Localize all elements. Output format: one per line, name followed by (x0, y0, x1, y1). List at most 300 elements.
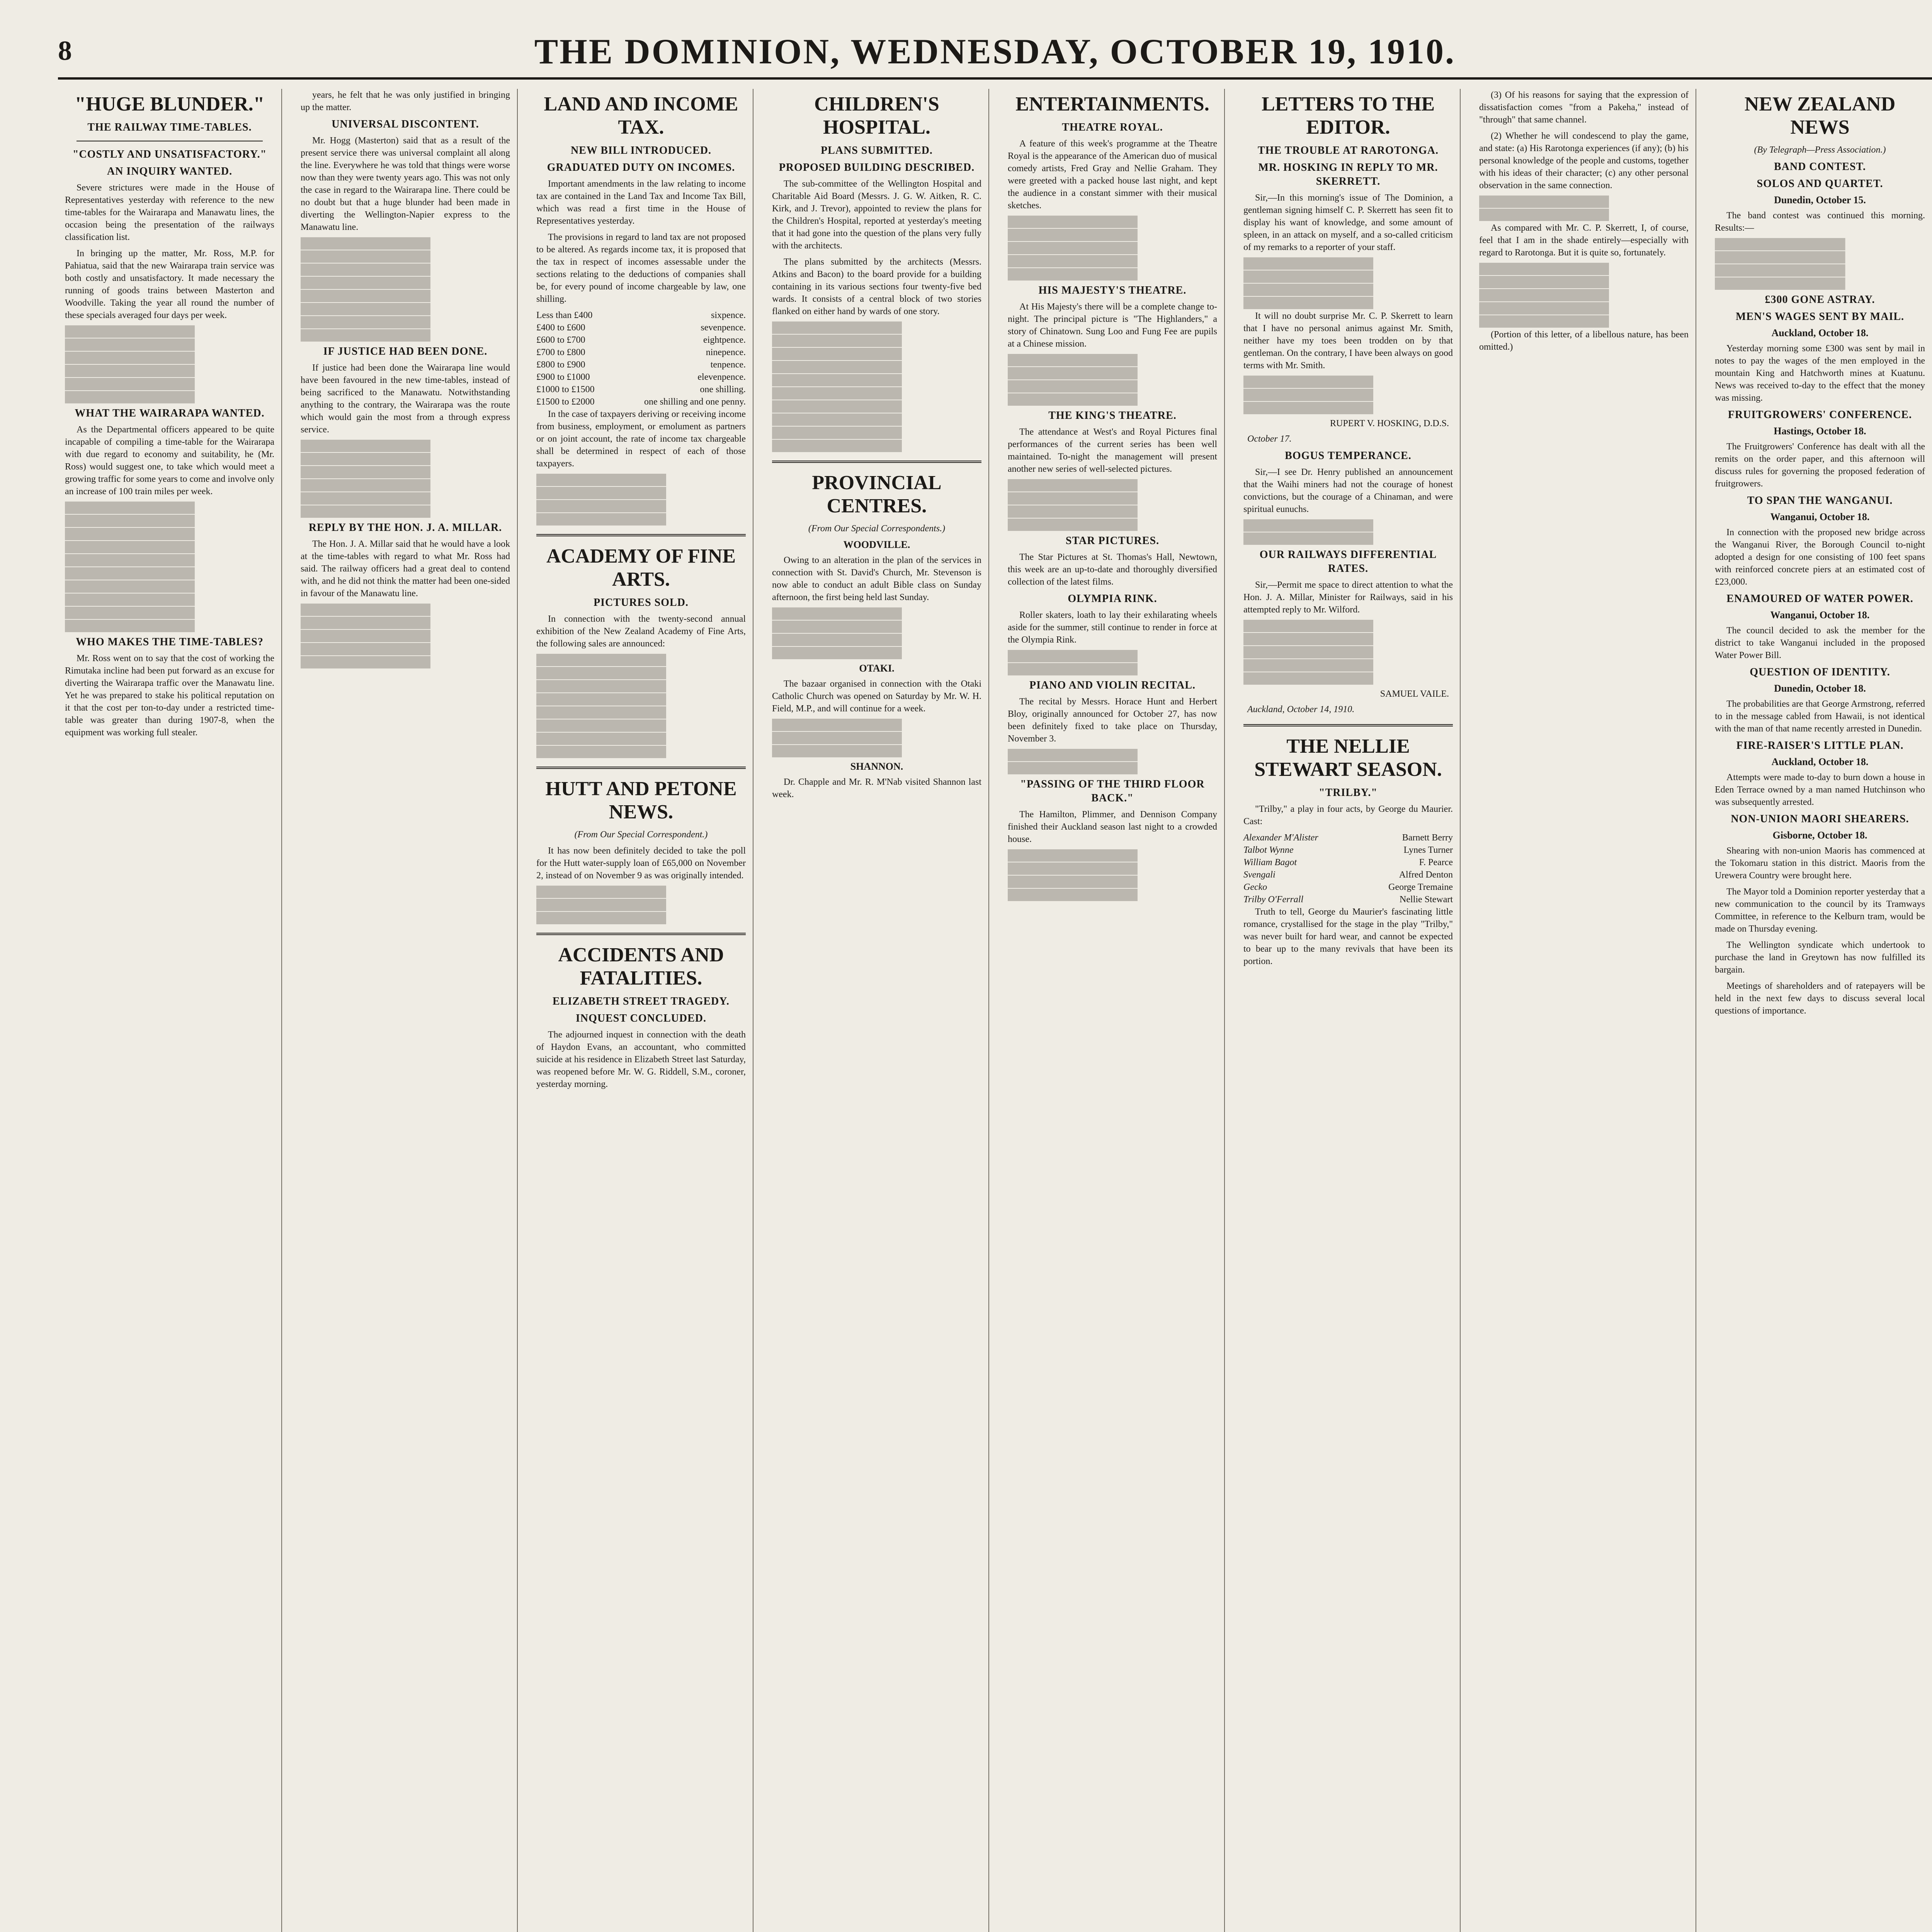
text-lines (65, 541, 274, 553)
text-lines (301, 290, 510, 302)
rate-value: sevenpence. (701, 323, 746, 333)
text-lines (536, 513, 746, 526)
cast-actor: George Tremaine (1388, 882, 1453, 892)
letter-body (1243, 192, 1453, 414)
headline-letters: LETTERS TO THE EDITOR. (1261, 93, 1435, 138)
dateline-wanganui: Wanganui, October 18. (1770, 511, 1870, 522)
subhead-elizabeth-street: ELIZABETH STREET TRAGEDY. (553, 995, 730, 1007)
paragraph: Mr. Hogg (Masterton) said that as a result of the present service there was universal complaint all along the line. Everywhere he was told that things were worse now than they were twenty years ago. This was not only the case in regard to the Wairarapa line. There could be no doubt but that a huge blunder had been made in diverting the Wellington-Napier express to the Manawatu line. (301, 136, 510, 232)
text-lines (1243, 519, 1453, 532)
text-lines (772, 374, 981, 386)
text-lines (772, 719, 981, 731)
text-lines (65, 338, 274, 351)
headline-entertainments: ENTERTAINMENTS. (1015, 93, 1209, 115)
text-lines (65, 391, 274, 403)
text-lines (301, 453, 510, 465)
rate-label: £600 to £700 (536, 335, 585, 345)
cast-role: Gecko (1243, 882, 1267, 892)
rate-label: £800 to £900 (536, 360, 585, 370)
tax-rate-row (536, 346, 746, 359)
article-body (1715, 526, 1925, 588)
text-lines (1008, 849, 1217, 862)
text-lines (1008, 367, 1217, 379)
subhead-differential-rates: OUR RAILWAYS DIFFERENTIAL RATES. (1259, 549, 1437, 575)
headline-accidents: ACCIDENTS AND FATALITIES. (558, 944, 724, 989)
text-lines (65, 580, 274, 593)
text-lines (65, 352, 274, 364)
paragraph: Meetings of shareholders and of ratepayers will be held in the next few days to discuss several local questions of importance. (1715, 981, 1925, 1016)
section-divider (772, 461, 981, 463)
dateline-woodville: WOODVILLE. (843, 539, 910, 550)
paragraph: The bazaar organised in connection with the Otaki Catholic Church was opened on Saturday by Mr. W. H. Field, M.P., and will continue for a week. (772, 679, 981, 714)
text-lines (772, 321, 981, 334)
press-association-credit: (By Telegraph—Press Association.) (1754, 145, 1886, 155)
tax-rate-row (536, 396, 746, 408)
rate-value: tenpence. (710, 360, 746, 370)
subhead-rarotonga: THE TROUBLE AT RAROTONGA. (1258, 145, 1439, 156)
article-body (536, 1029, 746, 1090)
paragraph: Severe strictures were made in the House of Representatives yesterday with reference to the new time-tables for the Wairarapa and Manawatu lines, the occasion being the presentation of the railways classification list. (65, 183, 274, 242)
text-lines (772, 440, 981, 452)
text-lines (1715, 251, 1925, 264)
text-lines (536, 733, 746, 745)
paragraph: The recital by Messrs. Horace Hunt and Herbert Bloy, originally announced for October 27, has now been definitely fixed to take place on Thursday, November 3. (1008, 697, 1217, 744)
article-body (1715, 342, 1925, 404)
text-lines (65, 620, 274, 632)
section-divider (536, 933, 746, 935)
text-lines (1008, 216, 1217, 228)
rate-label: £1500 to £2000 (536, 397, 595, 407)
text-lines (1243, 633, 1453, 645)
paragraph: The plans submitted by the architects (Messrs. Atkins and Bacon) to the board provide for a building containing in its various sections four twenty-five bed wards. It consists of a central block of two stories flanked on either hand by wards of one story. (772, 257, 981, 316)
subhead-wages-mail: MEN'S WAGES SENT BY MAIL. (1735, 311, 1905, 323)
text-lines (301, 277, 510, 289)
text-lines (65, 567, 274, 580)
column-6 (1236, 89, 1461, 1932)
cast-actor: Alfred Denton (1399, 870, 1453, 880)
subhead-third-floor-back: "PASSING OF THE THIRD FLOOR BACK." (1020, 778, 1205, 804)
paragraph: Sir,—Permit me space to direct attention to what the Hon. J. A. Millar, Minister for Railways, said in his attempted reply to Mr. Wilford. (1243, 580, 1453, 615)
text-lines (301, 264, 510, 276)
paragraph: The Wellington syndicate which undertook to purchase the land in Greytown has now fulfilled its bargain. (1715, 940, 1925, 975)
subhead-kings-theatre: THE KING'S THEATRE. (1048, 410, 1177, 422)
article-body (65, 182, 274, 739)
article-body (536, 178, 746, 526)
paragraph: The Hon. J. A. Millar said that he would have a look at the time-tables with regard to what Mr. Ross had said. The railway officers had a great deal to contend with, and he did not think the matter had been one-sided in favour of the Manawatu line. (301, 539, 510, 599)
article-body (1715, 624, 1925, 662)
subhead-piano-violin: PIANO AND VIOLIN RECITAL. (1029, 679, 1196, 691)
tax-rate-list (536, 309, 746, 408)
subhead-olympia-rink: OLYMPIA RINK. (1068, 593, 1157, 605)
paragraph: Roller skaters, loath to lay their exhilarating wheels aside for the summer, still continue to render in force at the Olympia Rink. (1008, 610, 1217, 645)
masthead (58, 31, 1932, 80)
subhead-his-majestys: HIS MAJESTY'S THEATRE. (1038, 284, 1187, 296)
correspondent-credit: (From Our Special Correspondent.) (574, 830, 708, 840)
tax-rate-row (536, 309, 746, 321)
subhead-universal-discontent: UNIVERSAL DISCONTENT. (332, 118, 479, 130)
text-lines (1243, 620, 1453, 632)
headline-nz-news: NEW ZEALAND NEWS (1744, 93, 1896, 138)
article-body (1008, 138, 1217, 281)
text-lines (1243, 284, 1453, 296)
subhead-water-power: ENAMOURED OF WATER POWER. (1726, 593, 1913, 605)
paragraph: Truth to tell, George du Maurier's fascinating little romance, crystallised for the stage in the play "Trilby," was never built for hard wear, and cannot be expected to bear up to the many revivals that have been its portion. (1243, 907, 1453, 966)
text-lines (1008, 505, 1217, 518)
text-lines (1243, 646, 1453, 658)
paragraph: Yesterday morning some £300 was sent by mail in notes to pay the wages of the men employed in the mountain King and Hatchworth mines at Kuatunu. News was received to-day to the effect that the money was missing. (1715, 344, 1925, 403)
text-lines (1715, 277, 1925, 290)
text-lines (772, 400, 981, 413)
dateline-hastings: Hastings, October 18. (1774, 425, 1866, 437)
dateline-wanganui-2: Wanganui, October 18. (1770, 609, 1870, 621)
paragraph: Sir,—I see Dr. Henry published an announcement that the Waihi miners had not the courage of honest convictions, but the courage of a Chinaman, and were spiritual eunuchs. (1243, 467, 1453, 514)
paragraph: At His Majesty's there will be a complete change to-night. The principal picture is "The Highlanders," a story of Chinatown. Sung Loo and Fung Fee are pupils at a Chinese mission. (1008, 302, 1217, 349)
subhead-identity: QUESTION OF IDENTITY. (1750, 666, 1890, 678)
paragraph: Mr. Ross went on to say that the cost of working the Rimutaka incline had been put forward as an excuse for diverting the Wairarapa traffic over the Manawatu line. Yet he was prepared to stake his political reputation on it that the cost per ton-to-day under a restricted time-table was greater than during 1907-8, when the equipment was working full stealer. (65, 653, 274, 738)
paragraph: (2) Whether he will condescend to play the game, and state: (a) His Rarotonga experiences (if any); (b) his personal knowledge of the people and customs, together with his ideas of their character; (c) any other personal observation in the same connection. (1479, 131, 1689, 190)
subhead-reply-millar: REPLY BY THE HON. J. A. MILLAR. (308, 522, 502, 534)
subhead-plans-submitted: PLANS SUBMITTED. (821, 145, 933, 156)
subhead-fruitgrowers: FRUITGROWERS' CONFERENCE. (1728, 409, 1912, 421)
article-body (772, 776, 981, 801)
letter-signature: SAMUEL VAILE. (1380, 689, 1449, 699)
text-lines (1243, 376, 1453, 388)
cast-role: Svengali (1243, 870, 1276, 880)
rate-label: £1000 to £1500 (536, 384, 595, 395)
paragraph: The Mayor told a Dominion reporter yesterday that a new communication to the council by its Tramways Committee, in reference to the Kelburn tram, would be made on Thursday evening. (1715, 887, 1925, 934)
article-body (1715, 209, 1925, 290)
text-lines (301, 656, 510, 668)
text-lines (1008, 255, 1217, 267)
column-7 (1472, 89, 1696, 1932)
paragraph: The Hamilton, Plimmer, and Dennison Company finished their Auckland season last night to a crowded house. (1008, 810, 1217, 844)
article-body (1715, 698, 1925, 735)
text-lines (1008, 479, 1217, 492)
text-lines (1008, 492, 1217, 505)
cast-actor: Lynes Turner (1403, 845, 1453, 855)
text-lines (1479, 289, 1689, 301)
column-3 (529, 89, 753, 1932)
text-lines (536, 500, 746, 512)
cast-list (1243, 832, 1453, 906)
text-lines (1243, 389, 1453, 401)
columns (58, 89, 1932, 1932)
cast-row (1243, 869, 1453, 881)
paragraph: years, he felt that he was only justified in bringing up the matter. (301, 90, 510, 112)
dateline-gisborne: Gisborne, October 18. (1772, 830, 1867, 841)
paragraph: In the case of taxpayers deriving or receiving income from business, employment, or emolument as partners or on joint account, the rate of income tax chargeable shall be determined in respect of each of those taxpayers. (536, 409, 746, 469)
text-lines (1243, 659, 1453, 672)
text-lines (536, 667, 746, 679)
subhead-theatre-royal: THEATRE ROYAL. (1062, 121, 1163, 133)
article-body (772, 678, 981, 757)
text-lines (301, 329, 510, 342)
text-lines (772, 732, 981, 744)
subhead-who-makes: WHO MAKES THE TIME-TABLES? (76, 636, 264, 648)
dateline-dunedin: Dunedin, October 15. (1774, 194, 1866, 206)
paragraph: The attendance at West's and Royal Pictures final performances of the current series has been well maintained. To-night the management will present another new series of well-selected pictures. (1008, 427, 1217, 474)
subhead-graduated-duty: GRADUATED DUTY ON INCOMES. (547, 162, 735, 173)
rate-value: sixpence. (711, 310, 746, 320)
article-body (772, 178, 981, 452)
column-8 (1708, 89, 1932, 1932)
text-lines (1479, 302, 1689, 315)
paragraph: The probabilities are that George Armstrong, referred to in the message cabled from Hawaii, is not identical with the man of that name recently arrested in Dunedin. (1715, 699, 1925, 734)
rate-value: eightpence. (703, 335, 746, 345)
headline-nellie-stewart: THE NELLIE STEWART SEASON. (1254, 735, 1442, 781)
rate-label: £400 to £600 (536, 323, 585, 333)
text-lines (301, 630, 510, 642)
text-lines (536, 912, 746, 924)
paragraph: The band contest was continued this morning. Results:— (1715, 211, 1925, 233)
text-lines (536, 886, 746, 898)
paragraph: The adjourned inquest in connection with the death of Haydon Evans, an accountant, who committed suicide at his residence in Elizabeth Street last Saturday, was reopened before Mr. W. G. Riddell, S.M., coroner, yesterday morning. (536, 1030, 746, 1089)
letter-date: Auckland, October 14, 1910. (1247, 704, 1355, 714)
subhead-maori-shearers: NON-UNION MAORI SHEARERS. (1731, 813, 1909, 825)
text-lines (301, 505, 510, 518)
text-lines (772, 335, 981, 347)
text-lines (1243, 672, 1453, 685)
text-lines (1243, 297, 1453, 309)
text-lines (772, 647, 981, 659)
subhead-proposed-building: PROPOSED BUILDING DESCRIBED. (779, 162, 975, 173)
article-body (1715, 845, 1925, 1017)
headline-land-income-tax: LAND AND INCOME TAX. (544, 93, 738, 138)
text-lines (301, 316, 510, 328)
text-lines (65, 325, 274, 338)
letter-body (1243, 579, 1453, 685)
text-lines (65, 502, 274, 514)
text-lines (65, 607, 274, 619)
tax-rate-row (536, 359, 746, 371)
paragraph: As compared with Mr. C. P. Skerrett, I, of course, feel that I am in the shade entirely—especially with regard to Rarotonga. But it is quite so, fortunately. (1479, 223, 1689, 258)
cast-row (1243, 893, 1453, 906)
section-divider (1243, 724, 1453, 726)
cast-role: William Bagot (1243, 857, 1297, 867)
subhead-pictures-sold: PICTURES SOLD. (594, 597, 689, 609)
subhead-inquest: INQUEST CONCLUDED. (576, 1012, 706, 1024)
text-lines (536, 693, 746, 706)
rate-value: one shilling and one penny. (644, 397, 746, 407)
text-lines (1008, 393, 1217, 406)
paragraph: Shearing with non-union Maoris has commenced at the Tokomaru station in this district. Maoris from the Urewera Country were brought here. (1715, 846, 1925, 881)
text-lines (1008, 663, 1217, 675)
text-lines (1008, 268, 1217, 281)
headline-academy: ACADEMY OF FINE ARTS. (546, 545, 736, 590)
paragraph: As the Departmental officers appeared to be quite incapable of compiling a time-table for the Wairarapa with due regard to economy and suitability, he (Mr. Ross) would suggest one, to take which would meet a growing traffic for some years to come and involve only an increase of 100 train miles per week. (65, 425, 274, 497)
text-lines (1008, 650, 1217, 662)
subhead-hosking-reply: MR. HOSKING IN REPLY TO MR. SKERRETT. (1258, 162, 1438, 187)
tax-rate-row (536, 383, 746, 396)
article-body (1715, 771, 1925, 808)
text-lines (301, 237, 510, 250)
cast-role: Trilby O'Ferrall (1243, 895, 1304, 905)
headline-provincial-centres: PROVINCIAL CENTRES. (812, 472, 942, 517)
text-lines (1008, 889, 1217, 901)
paragraph: Owing to an alteration in the plan of the services in connection with St. David's Church, Mr. Stevenson is now able to conduct an adult Bible class on Sunday afternoon, the first being held last Sunday. (772, 555, 981, 602)
text-lines (772, 348, 981, 360)
text-lines (772, 361, 981, 373)
text-lines (536, 746, 746, 758)
paragraph: The sub-committee of the Wellington Hospital and Charitable Aid Board (Messrs. J. G. W. Aitken, R. C. Kirk, and J. Trevor), appointed to review the plans for the Children's Hospital, reported at yesterday's meeting that it had gone into the question of the plans very fully with the architects. (772, 179, 981, 251)
text-lines (301, 479, 510, 492)
rate-value: ninepence. (706, 347, 746, 357)
column-5 (1001, 89, 1225, 1932)
text-lines (1008, 519, 1217, 531)
rate-label: £900 to £1000 (536, 372, 590, 382)
text-lines (1715, 238, 1925, 250)
subhead-new-bill: NEW BILL INTRODUCED. (570, 145, 712, 156)
article-body (1008, 551, 1217, 588)
page-number: 8 (58, 35, 72, 66)
article-body (1008, 426, 1217, 531)
text-lines (772, 745, 981, 757)
text-lines (772, 621, 981, 633)
article-body (1715, 440, 1925, 490)
paragraph: Attempts were made to-day to burn down a house in Eden Terrace owned by a man named Hutchinson who was subsequently arrested. (1715, 772, 1925, 807)
column-4 (765, 89, 989, 1932)
text-lines (65, 528, 274, 540)
column-1 (58, 89, 282, 1932)
paragraph: If justice had been done the Wairarapa line would have been favoured in the new time-tables, instead of being sacrificed to the Manawatu. Notwithstanding anything to the contrary, the Wairarapa was the route which would gain the most from a through express service. (301, 363, 510, 435)
text-lines (536, 654, 746, 666)
article-body (1008, 609, 1217, 675)
text-lines (772, 413, 981, 426)
article-body (1008, 808, 1217, 901)
text-lines (65, 554, 274, 566)
text-lines (1243, 257, 1453, 270)
paragraph: The Fruitgrowers' Conference has dealt with all the remits on the order paper, and this afternoon will discuss rules for governing the proposed federation of fruitgrowers. (1715, 442, 1925, 489)
paragraph: The Star Pictures at St. Thomas's Hall, Newtown, this week are an up-to-date and thoroughly diversified collection of the latest films. (1008, 552, 1217, 587)
section-divider (536, 767, 746, 769)
text-lines (1008, 354, 1217, 366)
cast-row (1243, 832, 1453, 844)
subhead-railway-time-tables: THE RAILWAY TIME-TABLES. (87, 121, 252, 133)
paragraph: In bringing up the matter, Mr. Ross, M.P. for Pahiatua, said that the new Wairarapa train service was both costly and unsatisfactory. It made necessary the running of goods trains between Masterton and Woodville. Taking the year all round the number of these specials averaged four days per week. (65, 248, 274, 320)
subhead-justice: IF JUSTICE HAD BEEN DONE. (323, 345, 488, 357)
subhead-inquiry: AN INQUIRY WANTED. (107, 165, 233, 177)
text-lines (301, 604, 510, 616)
subhead-fire-raiser: FIRE-RAISER'S LITTLE PLAN. (1736, 740, 1904, 752)
text-lines (301, 250, 510, 263)
paragraph: (3) Of his reasons for saying that the expression of dissatisfaction comes "from a Pakeha," instead of "through" that same channel. (1479, 90, 1689, 125)
subhead-gone-astray: £300 GONE ASTRAY. (1765, 294, 1875, 306)
text-lines (772, 387, 981, 400)
subhead-costly: "COSTLY AND UNSATISFACTORY." (72, 148, 267, 160)
paragraph: The provisions in regard to land tax are not proposed to be altered. As regards income tax, it is proposed that the tax in respect of incomes assessable under the sections relating to the deductions of companies shall be, for every pound of income chargeable by law, one shilling. (536, 232, 746, 304)
text-lines (1008, 862, 1217, 875)
text-lines (1008, 749, 1217, 761)
cast-role: Alexander M'Alister (1243, 833, 1318, 843)
paragraph: Dr. Chapple and Mr. R. M'Nab visited Shannon last week. (772, 777, 981, 799)
text-lines (1479, 209, 1689, 221)
article-body (1008, 696, 1217, 774)
headline-childrens-hospital: CHILDREN'S HOSPITAL. (814, 93, 939, 138)
paragraph: It has now been definitely decided to take the poll for the Hutt water-supply loan of £65,000 on November 2, instead of on November 9 as was originally intended. (536, 846, 746, 881)
text-lines (772, 427, 981, 439)
text-lines (1243, 402, 1453, 414)
text-lines (1008, 876, 1217, 888)
text-lines (1243, 270, 1453, 283)
headline-hutt-petone: HUTT AND PETONE NEWS. (545, 778, 737, 823)
text-lines (1008, 380, 1217, 393)
dateline-dunedin-2: Dunedin, October 18. (1774, 683, 1866, 694)
review-body (1243, 803, 1453, 968)
paragraph: It will no doubt surprise Mr. C. P. Skerrett to learn that I have no personal animus against Mr. Smith, neither have my toes been trodden on by that gentleman. On the contrary, I have been always on good terms with Mr. Smith. (1243, 311, 1453, 371)
text-lines (301, 466, 510, 478)
rate-value: elevenpence. (697, 372, 746, 382)
text-lines (65, 378, 274, 390)
headline-huge-blunder: "HUGE BLUNDER." (75, 93, 265, 115)
rate-label: Less than £400 (536, 310, 593, 320)
text-lines (536, 719, 746, 732)
letter-body (1479, 89, 1689, 353)
text-lines (301, 440, 510, 452)
text-lines (1715, 264, 1925, 277)
text-lines (301, 492, 510, 505)
text-lines (301, 617, 510, 629)
paragraph: "Trilby," a play in four acts, by George du Maurier. Cast: (1243, 804, 1453, 827)
paragraph: (Portion of this letter, of a libellous nature, has been omitted.) (1479, 330, 1689, 352)
cast-actor: Barnett Berry (1402, 833, 1453, 843)
column-2 (294, 89, 518, 1932)
text-lines (65, 515, 274, 527)
text-lines (536, 680, 746, 692)
paragraph: Important amendments in the law relating to income tax are contained in the Land Tax and Income Tax Bill, which was read a first time in the House of Representatives yesterday. (536, 179, 746, 226)
subhead-bogus-temperance: BOGUS TEMPERANCE. (1285, 450, 1412, 462)
section-divider (536, 534, 746, 536)
dateline-otaki: OTAKI. (859, 663, 895, 674)
tax-rate-row (536, 371, 746, 383)
newspaper-title: THE DOMINION, WEDNESDAY, OCTOBER 19, 1910. (534, 32, 1456, 71)
text-lines (772, 634, 981, 646)
article-body (536, 613, 746, 758)
text-lines (1243, 532, 1453, 545)
text-lines (772, 607, 981, 620)
tax-rate-row (536, 321, 746, 334)
subhead-wairarapa-wanted: WHAT THE WAIRARAPA WANTED. (75, 407, 265, 419)
letter-body (1243, 466, 1453, 545)
cast-role: Talbot Wynne (1243, 845, 1294, 855)
text-lines (1479, 263, 1689, 275)
rate-value: one shilling. (700, 384, 746, 395)
paragraph: The council decided to ask the member for the district to take Wanganui included in the proposed Water Power Bill. (1715, 626, 1925, 660)
subhead-solos-quartet: SOLOS AND QUARTET. (1757, 178, 1883, 190)
text-lines (536, 899, 746, 911)
text-lines (301, 643, 510, 655)
subhead-span-wanganui: TO SPAN THE WANGANUI. (1747, 495, 1893, 507)
text-lines (65, 365, 274, 377)
article-body (536, 845, 746, 924)
article-body (301, 89, 510, 668)
text-lines (536, 474, 746, 486)
article-body (1008, 301, 1217, 406)
text-lines (1479, 276, 1689, 288)
subhead-band-contest: BAND CONTEST. (1774, 161, 1866, 173)
cast-row (1243, 856, 1453, 869)
text-lines (1008, 229, 1217, 241)
text-lines (1008, 242, 1217, 254)
text-lines (1479, 315, 1689, 328)
cast-row (1243, 881, 1453, 893)
dateline-auckland: Auckland, October 18. (1771, 327, 1869, 338)
paragraph: Sir,—In this morning's issue of The Dominion, a gentleman signing himself C. P. Skerrett has seen fit to display his want of knowledge, and some amount of spleen, in an attack on myself, and a so-called criticism of my remarks to a reporter of your staff. (1243, 193, 1453, 252)
text-lines (536, 706, 746, 719)
text-lines (536, 487, 746, 499)
letter-date: October 17. (1247, 434, 1292, 444)
cast-actor: F. Pearce (1419, 857, 1453, 867)
dateline-auckland-2: Auckland, October 18. (1771, 756, 1869, 767)
